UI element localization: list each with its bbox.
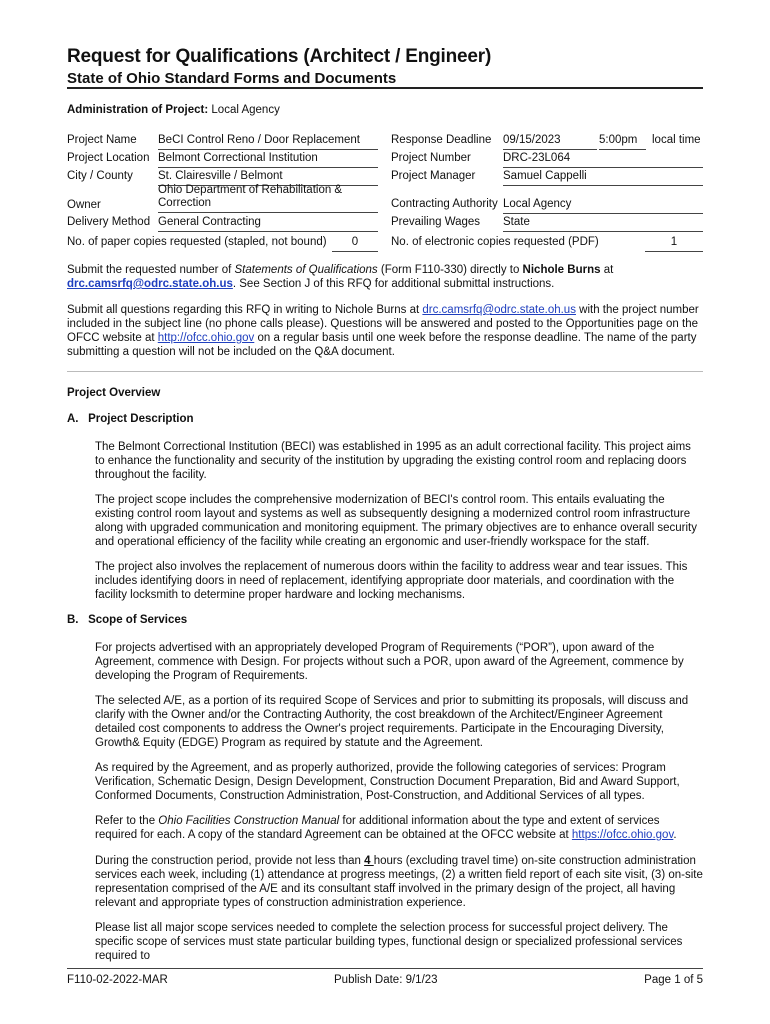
paper-copies-label: No. of paper copies requested (stapled, not bound) — [67, 236, 327, 248]
questions-instructions: Submit all questions regarding this RFQ in writing to Nichole Burns at drc.camsrfq@odrc.state.oh.us with the project number included in the subject line (no phone calls please). Questions will be answered and posted to the Opportunities page on the OFCC website at http://ofcc.ohio.gov on a regular basis until one week before the response deadline. The name of the party submitting a question will not be included on the Q&A document. — [67, 304, 699, 358]
electronic-copies-value: 1 — [645, 236, 703, 252]
submit-instructions: Submit the requested number of Statements of Qualifications (Form F110-330) directly to Nichole Burns at drc.camsrfq@odrc.state.oh.us. See Section J of this RFQ for additional submittal instructions. — [67, 264, 614, 290]
scope-paragraph-5: During the construction period, provide not less than 4 hours (excluding travel time) on-site construction administration services each week, including (1) attendance at progress meetings, (2) a written field report of each site visit, (3) on-site representation comprised of the A/E and its consultant staff involved in the primary design of the project, all having relevant and appropriate types of construction administration experience. — [95, 855, 703, 909]
contracting-authority-label: Contracting Authority — [391, 198, 498, 210]
scope-of-services-heading: B. Scope of Services — [67, 614, 188, 626]
project-overview-heading: Project Overview — [67, 387, 161, 399]
footer-page-number: Page 1 of 5 — [644, 974, 703, 986]
ofcc-agreement-link[interactable]: https://ofcc.ohio.gov — [571, 829, 674, 841]
ofcc-website-link[interactable]: http://ofcc.ohio.gov — [157, 332, 255, 344]
response-time-value: 5:00pm — [599, 134, 646, 150]
document-subtitle: State of Ohio Standard Forms and Documents — [67, 70, 397, 87]
electronic-copies-label: No. of electronic copies requested (PDF) — [391, 236, 599, 248]
description-paragraph-2: The project scope includes the comprehensive modernization of BECI's control room. This entails evaluating the existing control room layout and systems as well as subsequently designing a modernized control room infrastructure along with upgraded communication and monitoring equipment. The primary objectives are to enhance overall security and operational efficiency of the facility while creating an ergonomic and user-friendly workspace for the staff. — [95, 494, 697, 548]
project-description-heading: A. Project Description — [67, 413, 194, 425]
owner-value: Ohio Department of Rehabilitation & Correction — [158, 184, 378, 213]
scope-paragraph-2: The selected A/E, as a portion of its required Scope of Services and prior to submitting its proposals, will discuss and clarify with the Owner and/or the Contracting Authority, the cost breakdown of the Architect/Engineer Agreement detailed cost components to address the Owner's project requirements. Participate in the Encouraging Diversity, Growth& Equity (EDGE) Program as required by statute and the Agreement. — [95, 695, 689, 749]
document-title: Request for Qualifications (Architect / Engineer) — [67, 46, 492, 67]
description-paragraph-3: The project also involves the replacement of numerous doors within the facility to address wear and tear issues. This includes identifying doors in need of replacement, identifying appropriate door materials, and coordination with the facility locksmith to determine proper hardware and locking mechanisms. — [95, 561, 688, 601]
city-county-value: St. Clairesville / Belmont — [158, 170, 378, 186]
prevailing-wages-label: Prevailing Wages — [391, 216, 481, 228]
project-manager-label: Project Manager — [391, 170, 476, 182]
response-timezone: local time — [652, 134, 701, 146]
response-date-value: 09/15/2023 — [503, 134, 597, 150]
project-number-value: DRC-23L064 — [503, 152, 703, 168]
project-name-value: BeCI Control Reno / Door Replacement — [158, 134, 378, 150]
project-location-value: Belmont Correctional Institution — [158, 152, 378, 168]
paper-copies-value: 0 — [332, 236, 378, 252]
section-divider — [67, 371, 703, 372]
project-manager-value: Samuel Cappelli — [503, 170, 703, 186]
footer-form-id: F110-02-2022-MAR — [67, 974, 168, 986]
project-number-label: Project Number — [391, 152, 471, 164]
response-deadline-label: Response Deadline — [391, 134, 492, 146]
contracting-authority-value: Local Agency — [503, 198, 703, 214]
construction-hours-value: 4 — [364, 855, 374, 867]
scope-paragraph-1: For projects advertised with an appropriately developed Program of Requirements (“POR”), upon award of the Agreement, commence with Design. For projects without such a POR, upon award of the Agreement, commence by developing the Program of Requirements. — [95, 642, 684, 682]
delivery-method-label: Delivery Method — [67, 216, 151, 228]
prevailing-wages-value: State — [503, 216, 703, 232]
administration-value: Local Agency — [211, 104, 280, 116]
submission-email-link[interactable]: drc.camsrfq@odrc.state.oh.us — [67, 278, 233, 290]
footer-publish-date: Publish Date: 9/1/23 — [334, 974, 438, 986]
owner-label: Owner — [67, 199, 101, 211]
city-county-label: City / County — [67, 170, 133, 182]
footer-divider — [67, 968, 703, 969]
project-name-label: Project Name — [67, 134, 137, 146]
description-paragraph-1: The Belmont Correctional Institution (BECI) was established in 1995 as an adult correctional facility. This project aims to enhance the functionality and security of the institution by upgrading the existing control room and replacing doors throughout the facility. — [95, 441, 691, 481]
scope-paragraph-4: Refer to the Ohio Facilities Construction Manual for additional information about the type and extent of services required for each. A copy of the standard Agreement can be obtained at the OFCC website at https://ofcc.ohio.gov. — [95, 815, 677, 841]
title-divider — [67, 87, 703, 89]
scope-paragraph-6: Please list all major scope services needed to complete the selection process for successful project delivery. The specific scope of services must state particular building types, functional design or specialized professional services required to — [95, 922, 683, 962]
delivery-method-value: General Contracting — [158, 216, 378, 232]
questions-email-link[interactable]: drc.camsrfq@odrc.state.oh.us — [422, 304, 576, 316]
scope-paragraph-3: As required by the Agreement, and as properly authorized, provide the following categories of services: Program Verification, Schematic Design, Design Development, Construction Document Preparation, Bid and Award Support, Conformed Documents, Construction Administration, Post-Construction, and Additional Services of all types. — [95, 762, 680, 802]
administration-label: Administration of Project: — [67, 104, 209, 116]
project-location-label: Project Location — [67, 152, 150, 164]
administration-line — [67, 104, 280, 116]
